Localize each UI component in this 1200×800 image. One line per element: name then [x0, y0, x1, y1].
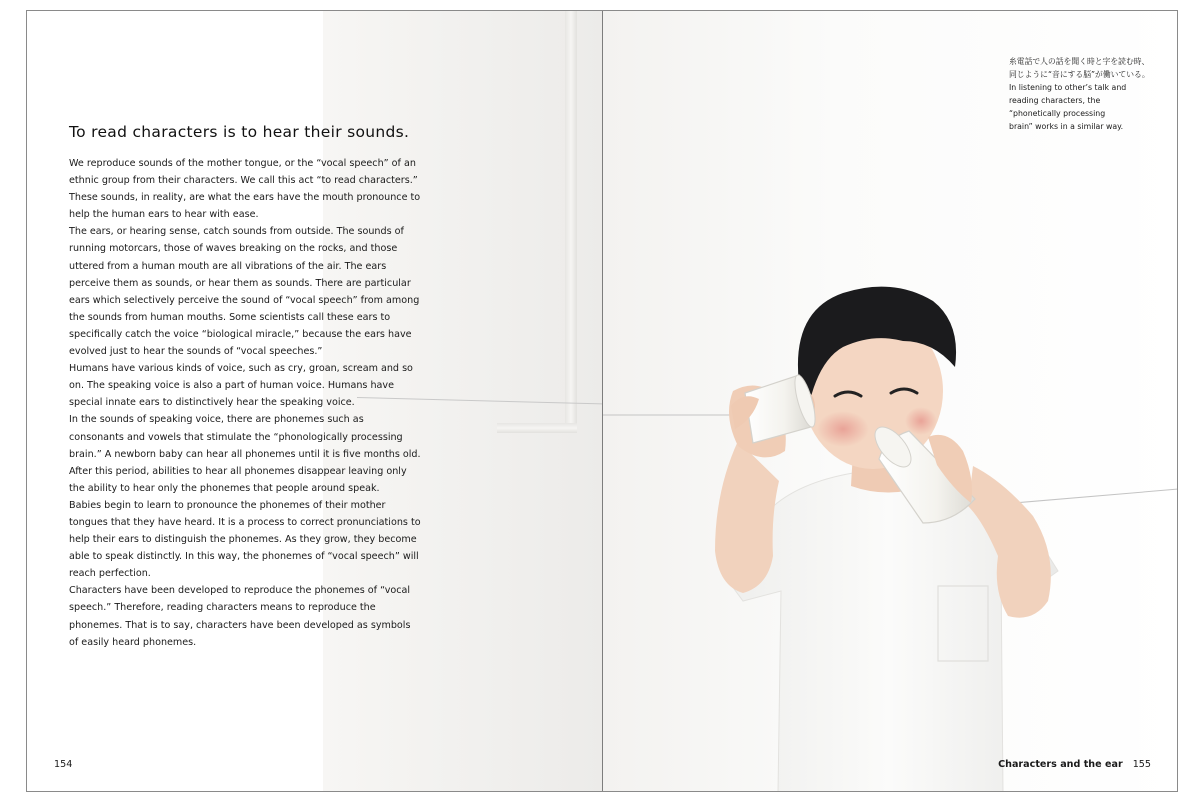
body-paragraph: The ears, or hearing sense, catch sounds from outside. The sounds of running motorcars, those of waves breaking on the rocks, and those uttered from a human mouth are all vibrations of the air. The ears perceive them as sounds, or hear them as sounds. There are particular ears which selectively perceive the sound of “vocal speech” from among the sounds from human mouths. Some scientists call these ears to specifically catch the voice “biological miracle,” because the ears have evolved just to hear the sounds of “vocal speeches.” [69, 226, 420, 358]
photo-caption [1009, 55, 1178, 133]
page-number-right: 155 [1132, 759, 1151, 770]
book-spread [26, 10, 1178, 792]
caption-japanese-line: 同じように“音にする脳”が働いている。 [1009, 70, 1150, 79]
child-cheek [905, 407, 937, 435]
body-paragraph: Babies begin to learn to pronounce the phonemes of their mother tongues that they have heard. It is a process to correct pronunciations to help their ears to distinguish the phonemes. As they grow, they become able to speak distinctly. In this way, the phonemes of “vocal speech” will reach perfection. [69, 499, 421, 580]
wall-pipe-bracket [497, 423, 577, 433]
running-footer-right [998, 759, 1151, 770]
body-text [69, 155, 421, 651]
wall-pipe [565, 11, 577, 431]
caption-english-line: brain” works in a similar way. [1009, 122, 1124, 131]
caption-english-line: “phonetically processing [1009, 109, 1106, 118]
body-paragraph: Characters have been developed to reproduce the phonemes of “vocal speech.” Therefore, reading characters means to reproduce the phonemes. That is to say, characters have been developed as symbols of easily heard phonemes. [69, 585, 411, 648]
page-number-left: 154 [54, 759, 73, 770]
body-paragraph: These sounds, in reality, are what the ears have the mouth pronounce to help the human ears to hear with ease. [69, 192, 421, 221]
body-paragraph: Humans have various kinds of voice, such as cry, groan, scream and so on. The speaking voice is also a part of human voice. Humans have special innate ears to distinctively hear the speaking voice. [69, 363, 413, 409]
body-paragraph: In the sounds of speaking voice, there are phonemes such as consonants and vowels that stimulate the “phonologically processing brain.” A newborn baby can hear all phonemes until it is five months old. After this period, abilities to hear all phonemes disappear leaving only the ability to hear only the phonemes that people around speak. [69, 414, 421, 494]
caption-english-line: In listening to other’s talk and [1009, 83, 1127, 92]
body-paragraph: We reproduce sounds of the mother tongue, or the “vocal speech” of an ethnic group from their characters. We call this act “to read characters.” [69, 158, 418, 187]
caption-japanese-line: 糸電話で人の話を聞く時と字を読む時、 [1009, 57, 1150, 66]
left-page [27, 11, 602, 791]
caption-english-line: reading characters, the [1009, 96, 1101, 105]
page-headline: To read characters is to hear their sounds. [69, 123, 410, 141]
right-page [603, 11, 1178, 791]
running-title: Characters and the ear [998, 759, 1123, 770]
child-cheek [817, 411, 869, 447]
